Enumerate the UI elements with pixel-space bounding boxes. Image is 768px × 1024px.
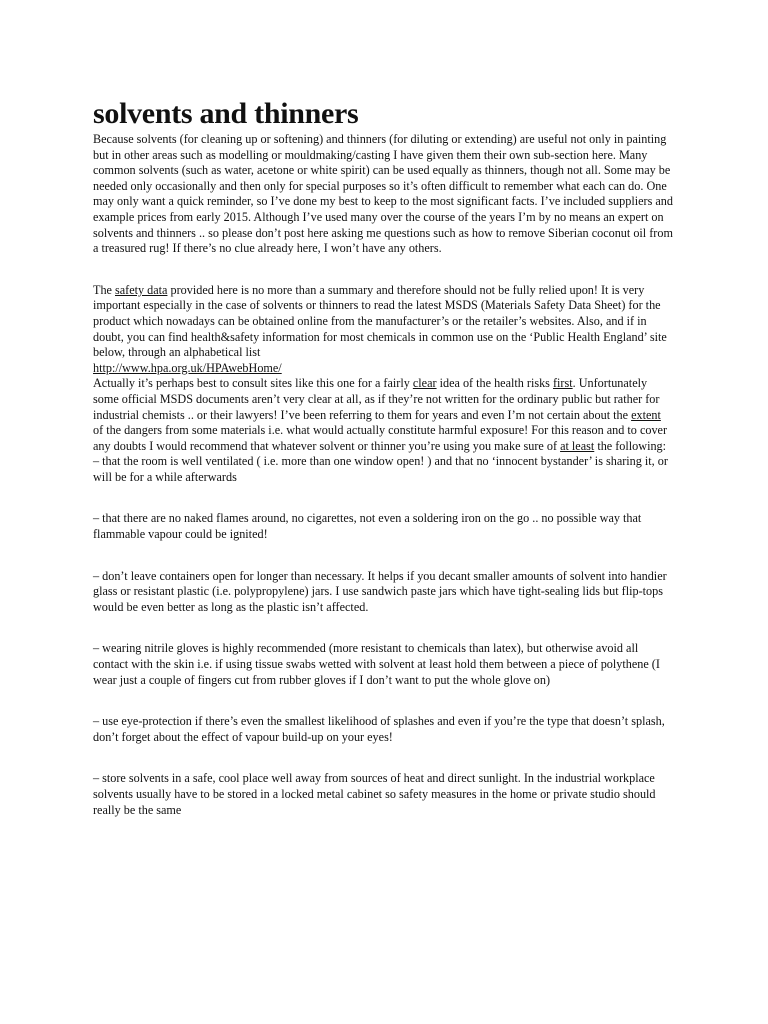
list-item: – that there are no naked flames around, no cigarettes, not even a soldering iron on the go .. no possible way that flammable vapour could be ignited! [93, 511, 642, 542]
intro-paragraph: Because solvents (for cleaning up or softening) and thinners (for diluting or extending) are useful not only in painting but in other areas such as modelling or mouldmaking/casting I have given them their own sub-section here. Many common solvents (such as water, acetone or white spirit) can be used equally as thinners, though not all. Some may be needed only occasionally and then only for special purposes so it’s often difficult to remember what each can do. One may only want a quick reminder, so I’ve done my best to keep to the most significant facts. I’ve included suppliers and example prices from early 2015. Although I’ve used many over the course of the years I’m by no means an expert on solvents and thinners .. so please don’t post here asking me questions such as how to remove Siberian coconut oil from a treasured rug! If there’s no clue already here, I won’t have any others. [93, 132, 673, 256]
page-title: solvents and thinners [93, 97, 359, 130]
list-item: – that the room is well ventilated ( i.e. more than one window open! ) and that no ‘innocent bystander’ is sharing it, or will be for a while afterwards [93, 454, 668, 484]
document-body [93, 96, 673, 818]
list-item: – use eye-protection if there’s even the smallest likelihood of splashes and even if you’re the type that doesn’t splash, don’t forget about the effect of vapour build-up on your eyes! [93, 714, 665, 744]
list-item: – don’t leave containers open for longer than necessary. It helps if you decant smaller amounts of solvent into handier glass or resistant plastic (i.e. polypropylene) jars. I use sandwich paste jars which have tight-sealing lids but flip-tops would be even better as long as the plastic isn’t affected. [93, 568, 667, 614]
safety-paragraph: The safety data provided here is no more than a summary and therefore should not be fully relied upon! It is very important especially in the case of solvents or thinners to read the latest MSDS (Materials Safety Data Sheet) for the product which nowadays can be obtained online from the manufacturer’s or the retailer’s websites. Also, and if in doubt, you can find health&safety information for most chemicals in common use on the ‘Public Health England’ site below, through an alphabetical list http://www.hpa.org.uk/HPAwebHome/ [93, 282, 667, 375]
list-item: – store solvents in a safe, cool place well away from sources of heat and direct sunlight. In the industrial workplace solvents usually have to be stored in a locked metal cabinet so safety measures in the home or private studio should really be the same [93, 771, 656, 817]
safety-data-link[interactable]: safety data [115, 282, 168, 297]
underlined-at-least: at least [560, 438, 595, 453]
msds-paragraph: Actually it’s perhaps best to consult sites like this one for a fairly clear idea of the health risks first. Unfortunately some official MSDS documents aren’t very clear at all, as if they’re not written for the ordinary public but rather for industrial chemists .. or their lawyers! I’ve been referring to them for years and even I’m not certain about the extent of the dangers from some materials i.e. what would actually constitute harmful exposure! For this reason and to cover any doubts I would recommend that whatever solvent or thinner you’re using you make sure of at least the following: [93, 376, 668, 453]
underlined-clear: clear [412, 376, 437, 391]
underlined-extent: extent [631, 407, 661, 422]
hpa-link[interactable]: http://www.hpa.org.uk/HPAwebHome/ [93, 360, 282, 375]
underlined-first: first [552, 376, 573, 391]
list-item: – wearing nitrile gloves is highly recommended (more resistant to chemicals than latex), but otherwise avoid all contact with the skin i.e. if using tissue swabs wetted with solvent at least hold them between a piece of polythene (I wear just a couple of fingers cut from rubber gloves if I don’t want to put the whole glove on) [93, 641, 660, 687]
